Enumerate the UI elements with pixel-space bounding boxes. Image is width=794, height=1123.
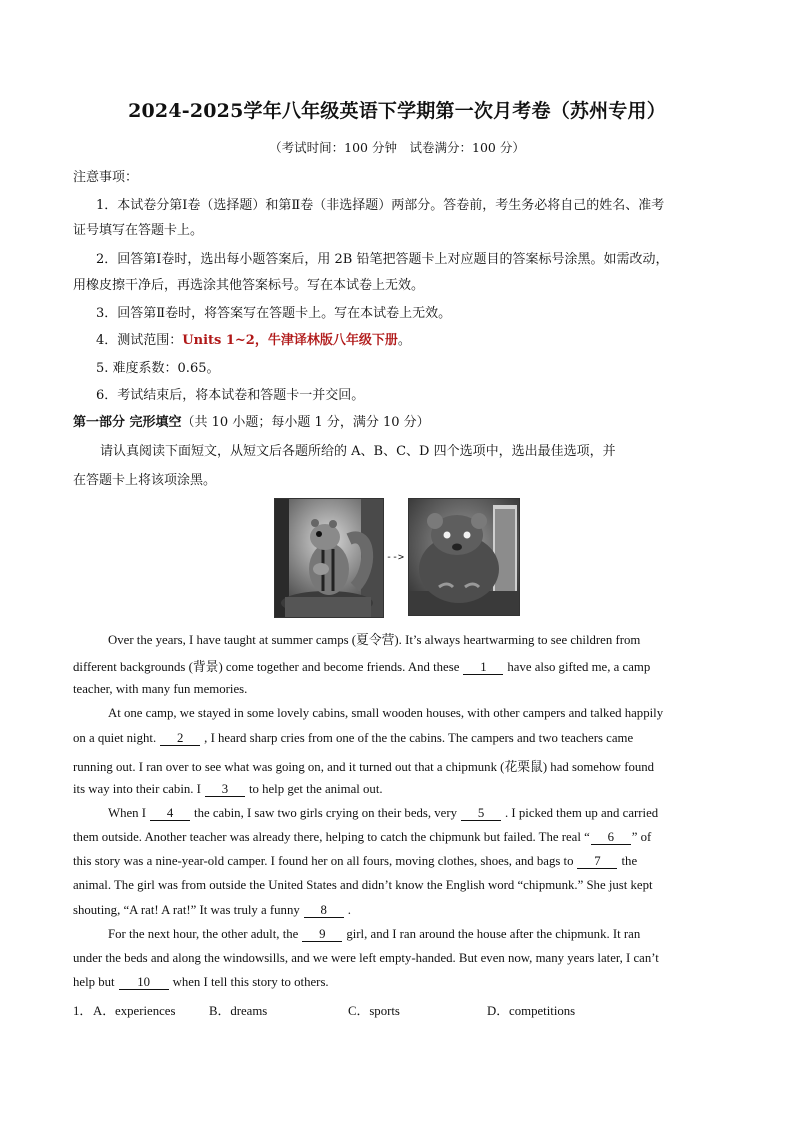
passage-text: the xyxy=(621,854,638,868)
passage-text: , I heard sharp cries from one of the the cabins. The campers and two teachers came xyxy=(204,731,634,745)
option-1b[interactable]: B．dreams xyxy=(209,1004,268,1018)
passage-text: . I picked them up and carried xyxy=(505,806,659,820)
notice-heading: 注意事项： xyxy=(73,170,139,185)
option-1c[interactable]: C．sports xyxy=(348,1004,400,1018)
notice-5: 5. 难度系数：0.65。 xyxy=(96,361,220,376)
passage-line-8 xyxy=(108,806,723,821)
option-1a[interactable]: A．experiences xyxy=(93,1004,176,1018)
transition-arrow: --> xyxy=(386,552,405,563)
blank-4: 4 xyxy=(150,807,190,821)
passage-text: different backgrounds (背景) come together and become friends. And these xyxy=(73,660,460,674)
passage-line-7 xyxy=(73,782,723,797)
passage-line-14: under the beds and along the windowsills, and we were left empty-handed. But even now, many years later, I can’t xyxy=(73,951,659,965)
notice-3: 3．回答第Ⅱ卷时，将答案写在答题卡上。写在本试卷上无效。 xyxy=(96,306,452,321)
notice-1b: 证号填写在答题卡上。 xyxy=(73,223,204,238)
notice-2a: 2．回答第Ⅰ卷时，选出每小题答案后，用 2B 铅笔把答题卡上对应题目的答案标号涂黑。如需改动， xyxy=(96,252,669,267)
blank-9: 9 xyxy=(302,928,342,942)
section-instruction-a: 请认真阅读下面短文，从短文后各题所给的 A、B、C、D 四个选项中，选出最佳选项，并 xyxy=(100,444,616,459)
chipmunk-picture xyxy=(274,498,384,618)
passage-line-12 xyxy=(73,903,723,918)
passage-text: For the next hour, the other adult, the xyxy=(108,927,299,941)
section-heading: 第一部分 完形填空 xyxy=(73,415,182,430)
section-instruction-b: 在答题卡上将该项涂黑。 xyxy=(73,473,217,488)
passage-line-9 xyxy=(73,830,723,845)
page-title: 2024-2025学年八年级英语下学期第一次月考卷（苏州专用） xyxy=(128,100,666,122)
blank-3: 3 xyxy=(205,783,245,797)
notice-4-suffix: 。 xyxy=(397,333,411,348)
passage-text: them outside. Another teacher was already there, helping to catch the chipmunk but failed. The real “ xyxy=(73,830,590,844)
passage-line-1: Over the years, I have taught at summer camps (夏令营). It’s always heartwarming to see children from xyxy=(108,633,641,647)
section-info: （共 10 小题；每小题 1 分，满分 10 分） xyxy=(181,415,430,430)
test-scope: Units 1~2，牛津译林版八年级下册 xyxy=(182,333,398,348)
blank-5: 5 xyxy=(461,807,501,821)
passage-text: its way into their cabin. I xyxy=(73,782,201,796)
passage-line-10 xyxy=(73,854,723,869)
section-heading-line xyxy=(73,411,723,430)
blank-8: 8 xyxy=(304,904,344,918)
option-1d[interactable]: D．competitions xyxy=(487,1004,576,1018)
passage-line-2 xyxy=(73,656,723,675)
exam-subtitle: （考试时间：100 分钟 试卷满分：100 分） xyxy=(269,140,525,155)
passage-text: this story was a nine-year-old camper. I found her on all fours, moving clothes, shoes, and bags to xyxy=(73,854,574,868)
blank-1: 1 xyxy=(463,661,503,675)
question-1-number: 1． xyxy=(73,1004,93,1018)
notice-1a: 1．本试卷分第Ⅰ卷（选择题）和第Ⅱ卷（非选择题）两部分。答卷前，考生务必将自己的姓名、准考 xyxy=(96,198,665,213)
passage-line-15 xyxy=(73,975,723,990)
passage-text: have also gifted me, a camp xyxy=(507,660,651,674)
notice-4-prefix: 4．测试范围： xyxy=(96,333,183,348)
passage-line-6: running out. I ran over to see what was going on, and it turned out that a chipmunk (花栗鼠) had somehow found xyxy=(73,760,655,774)
passage-text: help but xyxy=(73,975,115,989)
notice-6: 6．考试结束后，将本试卷和答题卡一并交回。 xyxy=(96,388,365,403)
blank-2: 2 xyxy=(160,732,200,746)
passage-line-11: animal. The girl was from outside the United States and didn’t know the English word “chipmunk.” She just kept xyxy=(73,878,653,892)
passage-text: . xyxy=(347,903,351,917)
passage-line-3: teacher, with many fun memories. xyxy=(73,682,248,696)
blank-6: 6 xyxy=(591,831,631,845)
notice-4 xyxy=(96,329,723,348)
passage-text: When I xyxy=(108,806,147,820)
rat-picture xyxy=(408,498,520,616)
passage-text: on a quiet night. xyxy=(73,731,157,745)
notice-2b: 用橡皮擦干净后，再选涂其他答案标号。写在本试卷上无效。 xyxy=(73,278,425,293)
passage-text: the cabin, I saw two girls crying on their beds, very xyxy=(194,806,458,820)
passage-line-13 xyxy=(108,927,723,942)
passage-text: to help get the animal out. xyxy=(248,782,383,796)
passage-text: shouting, “A rat! A rat!” It was truly a funny xyxy=(73,903,300,917)
passage-text: ” of xyxy=(631,830,652,844)
passage-line-4: At one camp, we stayed in some lovely cabins, small wooden houses, with other campers and talked happily xyxy=(108,706,664,720)
blank-10: 10 xyxy=(119,976,169,990)
blank-7: 7 xyxy=(577,855,617,869)
passage-text: when I tell this story to others. xyxy=(172,975,329,989)
passage-text: girl, and I ran around the house after the chipmunk. It ran xyxy=(346,927,641,941)
passage-line-5 xyxy=(73,731,723,746)
